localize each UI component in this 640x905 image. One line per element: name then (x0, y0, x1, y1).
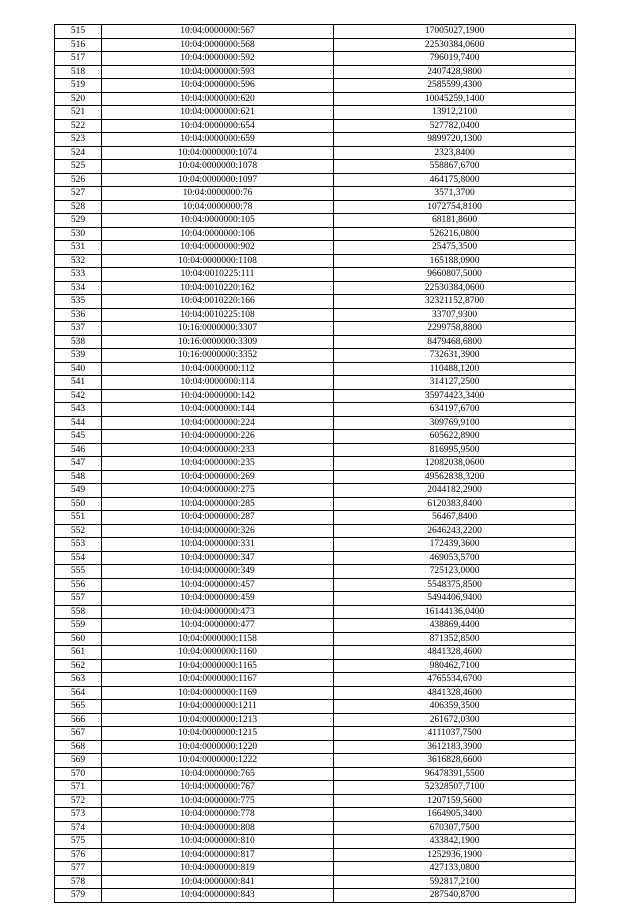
row-number: 574 (55, 821, 102, 835)
cadastral-number: 10:04:0000000:620 (102, 92, 334, 106)
row-number: 519 (55, 79, 102, 93)
table-row (55, 511, 576, 525)
table-row (55, 794, 576, 808)
row-value: 2585599,4300 (334, 79, 576, 93)
table-row (55, 457, 576, 471)
table-row (55, 173, 576, 187)
row-value: 1207159,5600 (334, 794, 576, 808)
row-number: 530 (55, 227, 102, 241)
row-number: 571 (55, 781, 102, 795)
row-number: 579 (55, 889, 102, 903)
cadastral-number: 10:04:0000000:1078 (102, 160, 334, 174)
row-number: 544 (55, 416, 102, 430)
table-row (55, 65, 576, 79)
table-row (55, 349, 576, 363)
row-number: 540 (55, 362, 102, 376)
row-value: 165188,0900 (334, 254, 576, 268)
table-row (55, 133, 576, 147)
row-number: 568 (55, 740, 102, 754)
cadastral-number: 10:04:0000000:902 (102, 241, 334, 255)
cadastral-number: 10:04:0010225:108 (102, 308, 334, 322)
row-number: 522 (55, 119, 102, 133)
row-value: 309769,9100 (334, 416, 576, 430)
table-row (55, 241, 576, 255)
cadastral-number: 10:04:0000000:1167 (102, 673, 334, 687)
table-row (55, 52, 576, 66)
cadastral-number: 10:04:0000000:269 (102, 470, 334, 484)
row-value: 314127,2500 (334, 376, 576, 390)
cadastral-number: 10:04:0000000:224 (102, 416, 334, 430)
cadastral-number: 10:04:0000000:331 (102, 538, 334, 552)
row-number: 573 (55, 808, 102, 822)
cadastral-number: 10:04:0000000:1222 (102, 754, 334, 768)
row-value: 438869,4400 (334, 619, 576, 633)
row-number: 563 (55, 673, 102, 687)
row-value: 605622,8900 (334, 430, 576, 444)
table-row (55, 92, 576, 106)
table-row (55, 619, 576, 633)
cadastral-number: 10:04:0000000:843 (102, 889, 334, 903)
row-number: 577 (55, 862, 102, 876)
row-value: 4111037,7500 (334, 727, 576, 741)
row-value: 110488,1200 (334, 362, 576, 376)
cadastral-number: 10:16:0000000:3352 (102, 349, 334, 363)
row-number: 523 (55, 133, 102, 147)
row-value: 2646243,2200 (334, 524, 576, 538)
row-number: 552 (55, 524, 102, 538)
table-row (55, 268, 576, 282)
table-row (55, 808, 576, 822)
cadastral-number: 10:16:0000000:3307 (102, 322, 334, 336)
cadastral-number: 10:04:0000000:808 (102, 821, 334, 835)
row-number: 535 (55, 295, 102, 309)
table-row (55, 362, 576, 376)
row-value: 527782,0400 (334, 119, 576, 133)
row-value: 3571,3700 (334, 187, 576, 201)
row-number: 576 (55, 848, 102, 862)
row-value: 49562838,3200 (334, 470, 576, 484)
table-row (55, 727, 576, 741)
cadastral-number: 10:16:0000000:3309 (102, 335, 334, 349)
table-row (55, 146, 576, 160)
table-row (55, 430, 576, 444)
row-number: 557 (55, 592, 102, 606)
row-value: 22530384,0600 (334, 38, 576, 52)
cadastral-number: 10:04:0000000:112 (102, 362, 334, 376)
row-number: 556 (55, 578, 102, 592)
cadastral-number: 10:04:0000000:817 (102, 848, 334, 862)
row-number: 520 (55, 92, 102, 106)
row-value: 2407428,9800 (334, 65, 576, 79)
row-number: 518 (55, 65, 102, 79)
row-number: 528 (55, 200, 102, 214)
cadastral-number: 10:04:0000000:106 (102, 227, 334, 241)
row-value: 1072754,8100 (334, 200, 576, 214)
row-value: 17005027,1900 (334, 25, 576, 39)
row-number: 572 (55, 794, 102, 808)
row-number: 545 (55, 430, 102, 444)
row-number: 564 (55, 686, 102, 700)
row-number: 569 (55, 754, 102, 768)
row-value: 732631,3900 (334, 349, 576, 363)
cadastral-number: 10:04:0000000:819 (102, 862, 334, 876)
row-value: 4841328,4600 (334, 686, 576, 700)
table-row (55, 25, 576, 39)
table-row (55, 767, 576, 781)
table-row (55, 119, 576, 133)
table-row (55, 389, 576, 403)
row-number: 515 (55, 25, 102, 39)
row-number: 555 (55, 565, 102, 579)
row-value: 5494406,9400 (334, 592, 576, 606)
table-row (55, 686, 576, 700)
row-number: 570 (55, 767, 102, 781)
cadastral-number: 10:04:0000000:778 (102, 808, 334, 822)
table-row (55, 632, 576, 646)
cadastral-number: 10:04:0000000:233 (102, 443, 334, 457)
cadastral-number: 10:04:0000000:1158 (102, 632, 334, 646)
table-row (55, 160, 576, 174)
row-number: 547 (55, 457, 102, 471)
cadastral-number: 10:04:0000000:477 (102, 619, 334, 633)
row-number: 559 (55, 619, 102, 633)
cadastral-number: 10:04:0000000:349 (102, 565, 334, 579)
cadastral-number: 10:04:0000000:841 (102, 875, 334, 889)
cadastral-number: 10:04:0000000:457 (102, 578, 334, 592)
row-value: 2323,8400 (334, 146, 576, 160)
table-row (55, 322, 576, 336)
cadastral-number: 10:04:0000000:473 (102, 605, 334, 619)
cadastral-number: 10:04:0000000:285 (102, 497, 334, 511)
row-number: 566 (55, 713, 102, 727)
cadastral-number: 10:04:0000000:326 (102, 524, 334, 538)
row-value: 406359,3500 (334, 700, 576, 714)
row-number: 549 (55, 484, 102, 498)
table-body (55, 25, 576, 903)
row-value: 3616828,6600 (334, 754, 576, 768)
row-number: 551 (55, 511, 102, 525)
table-row (55, 551, 576, 565)
row-number: 516 (55, 38, 102, 52)
table-row (55, 565, 576, 579)
cadastral-number: 10:04:0000000:459 (102, 592, 334, 606)
row-number: 529 (55, 214, 102, 228)
table-row (55, 403, 576, 417)
row-value: 725123,0000 (334, 565, 576, 579)
cadastral-number: 10:04:0000000:114 (102, 376, 334, 390)
row-value: 96478391,5500 (334, 767, 576, 781)
row-value: 287540,8700 (334, 889, 576, 903)
table-row (55, 470, 576, 484)
cadastral-number: 10:04:0010225:111 (102, 268, 334, 282)
data-table (54, 24, 576, 903)
table-row (55, 659, 576, 673)
row-value: 670307,7500 (334, 821, 576, 835)
cadastral-number: 10:04:0000000:567 (102, 25, 334, 39)
table-row (55, 754, 576, 768)
cadastral-number: 10:04:0000000:659 (102, 133, 334, 147)
row-value: 592817,2100 (334, 875, 576, 889)
cadastral-number: 10:04:0000000:1169 (102, 686, 334, 700)
row-number: 553 (55, 538, 102, 552)
table-row (55, 443, 576, 457)
cadastral-number: 10:04:0000000:592 (102, 52, 334, 66)
cadastral-number: 10:04:0000000:1160 (102, 646, 334, 660)
row-number: 561 (55, 646, 102, 660)
row-value: 1664905,3400 (334, 808, 576, 822)
row-value: 3612183,3900 (334, 740, 576, 754)
table-row (55, 214, 576, 228)
cadastral-number: 10:04:0000000:1215 (102, 727, 334, 741)
row-value: 1252936,1900 (334, 848, 576, 862)
row-value: 6120383,8400 (334, 497, 576, 511)
table-row (55, 295, 576, 309)
row-value: 261672,0300 (334, 713, 576, 727)
row-value: 4765534,6700 (334, 673, 576, 687)
row-value: 980462,7100 (334, 659, 576, 673)
table-row (55, 281, 576, 295)
row-number: 521 (55, 106, 102, 120)
row-value: 56467,8400 (334, 511, 576, 525)
table-row (55, 335, 576, 349)
cadastral-number: 10:04:0000000:78 (102, 200, 334, 214)
row-number: 532 (55, 254, 102, 268)
row-number: 517 (55, 52, 102, 66)
row-value: 12082038,0600 (334, 457, 576, 471)
cadastral-number: 10:04:0000000:767 (102, 781, 334, 795)
row-number: 578 (55, 875, 102, 889)
table-row (55, 106, 576, 120)
row-number: 525 (55, 160, 102, 174)
table-row (55, 416, 576, 430)
row-value: 13912,2100 (334, 106, 576, 120)
row-number: 565 (55, 700, 102, 714)
row-value: 796019,7400 (334, 52, 576, 66)
row-number: 550 (55, 497, 102, 511)
row-number: 562 (55, 659, 102, 673)
row-number: 526 (55, 173, 102, 187)
cadastral-number: 10:04:0000000:287 (102, 511, 334, 525)
cadastral-number: 10:04:0000000:1211 (102, 700, 334, 714)
table-row (55, 38, 576, 52)
row-value: 22530384,0600 (334, 281, 576, 295)
row-value: 526216,0800 (334, 227, 576, 241)
cadastral-number: 10:04:0000000:765 (102, 767, 334, 781)
cadastral-number: 10:04:0000000:1097 (102, 173, 334, 187)
table-row (55, 875, 576, 889)
cadastral-number: 10:04:0010220:162 (102, 281, 334, 295)
table-row (55, 484, 576, 498)
cadastral-number: 10:04:0000000:76 (102, 187, 334, 201)
table-row (55, 308, 576, 322)
cadastral-number: 10:04:0000000:593 (102, 65, 334, 79)
cadastral-number: 10:04:0000000:621 (102, 106, 334, 120)
row-value: 9660807,5000 (334, 268, 576, 282)
table-row (55, 700, 576, 714)
row-number: 527 (55, 187, 102, 201)
row-number: 538 (55, 335, 102, 349)
row-value: 2044182,2900 (334, 484, 576, 498)
row-value: 9899720,1300 (334, 133, 576, 147)
cadastral-number: 10:04:0000000:1220 (102, 740, 334, 754)
row-value: 4841328,4600 (334, 646, 576, 660)
row-number: 541 (55, 376, 102, 390)
row-value: 464175,8000 (334, 173, 576, 187)
row-value: 172439,3600 (334, 538, 576, 552)
table-row (55, 187, 576, 201)
row-value: 32321152,8700 (334, 295, 576, 309)
table-row (55, 538, 576, 552)
table-row (55, 605, 576, 619)
row-value: 10045259,1400 (334, 92, 576, 106)
row-value: 5548375,8500 (334, 578, 576, 592)
cadastral-number: 10:04:0000000:1213 (102, 713, 334, 727)
cadastral-number: 10:04:0000000:1165 (102, 659, 334, 673)
row-value: 33707,9300 (334, 308, 576, 322)
row-value: 35974423,3400 (334, 389, 576, 403)
row-value: 816995,9500 (334, 443, 576, 457)
row-value: 25475,3500 (334, 241, 576, 255)
row-value: 871352,8500 (334, 632, 576, 646)
table-row (55, 254, 576, 268)
table-row (55, 673, 576, 687)
row-value: 52328507,7100 (334, 781, 576, 795)
table-row (55, 524, 576, 538)
cadastral-number: 10:04:0000000:810 (102, 835, 334, 849)
table-row (55, 848, 576, 862)
cadastral-number: 10:04:0010220:166 (102, 295, 334, 309)
row-number: 524 (55, 146, 102, 160)
row-number: 536 (55, 308, 102, 322)
row-value: 2299758,8800 (334, 322, 576, 336)
table-row (55, 79, 576, 93)
cadastral-number: 10:04:0000000:596 (102, 79, 334, 93)
row-value: 8479468,6800 (334, 335, 576, 349)
cadastral-number: 10:04:0000000:105 (102, 214, 334, 228)
row-number: 548 (55, 470, 102, 484)
table-row (55, 835, 576, 849)
cadastral-number: 10:04:0000000:275 (102, 484, 334, 498)
row-value: 68181,8600 (334, 214, 576, 228)
cadastral-number: 10:04:0000000:568 (102, 38, 334, 52)
row-number: 558 (55, 605, 102, 619)
cadastral-number: 10:04:0000000:144 (102, 403, 334, 417)
cadastral-number: 10:04:0000000:226 (102, 430, 334, 444)
row-number: 567 (55, 727, 102, 741)
table-row (55, 578, 576, 592)
cadastral-number: 10:04:0000000:1074 (102, 146, 334, 160)
row-number: 539 (55, 349, 102, 363)
row-number: 534 (55, 281, 102, 295)
row-number: 542 (55, 389, 102, 403)
row-number: 543 (55, 403, 102, 417)
table-row (55, 376, 576, 390)
table-row (55, 200, 576, 214)
table-row (55, 862, 576, 876)
row-value: 558867,6700 (334, 160, 576, 174)
cadastral-number: 10:04:0000000:654 (102, 119, 334, 133)
row-value: 427133,0800 (334, 862, 576, 876)
cadastral-number: 10:04:0000000:1108 (102, 254, 334, 268)
row-number: 531 (55, 241, 102, 255)
row-value: 469053,5700 (334, 551, 576, 565)
row-number: 575 (55, 835, 102, 849)
table-row (55, 646, 576, 660)
row-number: 546 (55, 443, 102, 457)
table-row (55, 592, 576, 606)
cadastral-number: 10:04:0000000:142 (102, 389, 334, 403)
row-value: 433842,1900 (334, 835, 576, 849)
row-number: 554 (55, 551, 102, 565)
row-number: 533 (55, 268, 102, 282)
table-row (55, 713, 576, 727)
table-row (55, 821, 576, 835)
table-row (55, 497, 576, 511)
table-row (55, 740, 576, 754)
cadastral-number: 10:04:0000000:235 (102, 457, 334, 471)
row-number: 560 (55, 632, 102, 646)
row-number: 537 (55, 322, 102, 336)
table-row (55, 889, 576, 903)
table-row (55, 781, 576, 795)
row-value: 634197,6700 (334, 403, 576, 417)
cadastral-number: 10:04:0000000:347 (102, 551, 334, 565)
row-value: 16144136,0400 (334, 605, 576, 619)
table-row (55, 227, 576, 241)
cadastral-number: 10:04:0000000:775 (102, 794, 334, 808)
